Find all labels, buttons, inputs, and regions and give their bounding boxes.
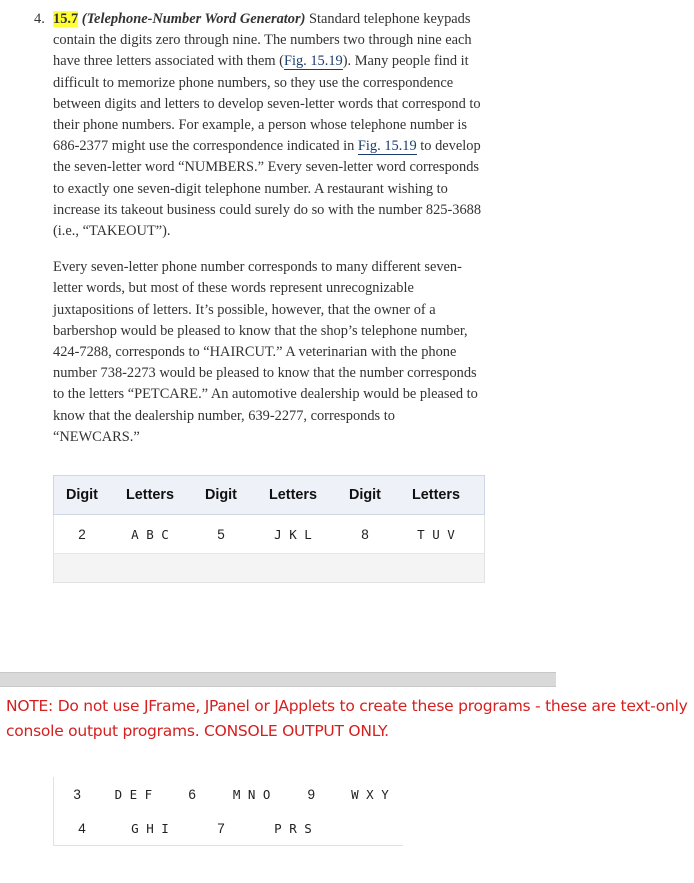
digit-cell: 8 — [361, 526, 369, 542]
list-number: 4. — [34, 11, 45, 27]
figure-link[interactable]: Fig. 15.19 — [283, 53, 343, 70]
letters-cell: T U V — [417, 526, 455, 542]
header-cell: Digit — [66, 487, 98, 503]
digit-cell: 6 — [188, 786, 196, 802]
table-row — [53, 811, 403, 846]
letters-cell: G H I — [131, 820, 169, 836]
digit-cell: 4 — [78, 820, 86, 836]
paragraph-1-intro: Standard telephone keypads contain the digits zero through nine. The numbers two through nine each have three letters associated with them ( — [53, 11, 472, 70]
exercise-title: (Telephone-Number Word Generator) — [81, 11, 306, 27]
letters-cell: J K L — [274, 526, 312, 542]
paragraph-1 — [53, 9, 484, 242]
digit-cell: 7 — [217, 820, 225, 836]
exercise-block — [34, 9, 484, 448]
header-cell: Digit — [205, 487, 237, 503]
letters-cell: M N O — [232, 786, 271, 802]
table-header — [53, 475, 485, 515]
letters-cell: W X Y — [351, 786, 389, 802]
keypad-table — [53, 475, 485, 583]
paragraph-2: Every seven-letter phone number corresponds to many different seven-letter words, but most of these words represent unrecognizable juxtapositions of letters. It’s possible, however, that the owner of a barbershop would be pleased to know that the shop’s telephone number, 424-7288, corresponds to “HAIRCUT.” A veterinarian with the phone number 738-2273 would be pleased to know that the number corresponds to the letters “PETCARE.” An automotive dealership would be pleased to know that the dealership number, 639-2277, corresponds to “NEWCARS.” — [53, 259, 478, 445]
digit-cell: 3 — [73, 786, 81, 802]
table-row — [53, 515, 485, 553]
letters-cell: D E F — [114, 786, 153, 802]
figure-link[interactable]: Fig. 15.19 — [357, 138, 417, 155]
table-row — [53, 777, 403, 811]
keypad-table-continued — [53, 777, 403, 846]
console-only-note: NOTE: Do not use JFrame, JPanel or JApplets to create these programs - these are text-only console output programs. CONSOLE OUTPUT ONLY. — [6, 697, 688, 740]
header-cell: Letters — [412, 487, 460, 503]
header-cell: Digit — [349, 487, 381, 503]
horizontal-scrollbar[interactable] — [0, 672, 556, 687]
digit-cell: 9 — [307, 786, 315, 802]
header-cell: Letters — [269, 487, 317, 503]
header-cell: Letters — [126, 487, 174, 503]
digit-cell: 2 — [78, 526, 86, 542]
paragraph-1-end: to develop the seven-letter word “NUMBERS.” Every seven-letter word corresponds to exactly one seven-digit telephone number. A restaurant wishing to increase its takeout business could surely do so with the number 825-3688 (i.e., “TAKEOUT”). — [53, 138, 482, 240]
letters-cell: P R S — [274, 820, 312, 836]
digit-cell: 5 — [217, 526, 225, 542]
paragraph-1-body: ). Many people find it difficult to memorize phone numbers, so they use the correspondence between digits and letters to develop seven-letter words that correspond to their phone numbers. For example, a person whose telephone number is 686-2377 might use the correspondence indicated in — [53, 53, 481, 155]
table-empty-row — [53, 553, 485, 583]
exercise-id-highlight: 15.7 — [53, 11, 79, 27]
letters-cell: A B C — [131, 526, 169, 542]
